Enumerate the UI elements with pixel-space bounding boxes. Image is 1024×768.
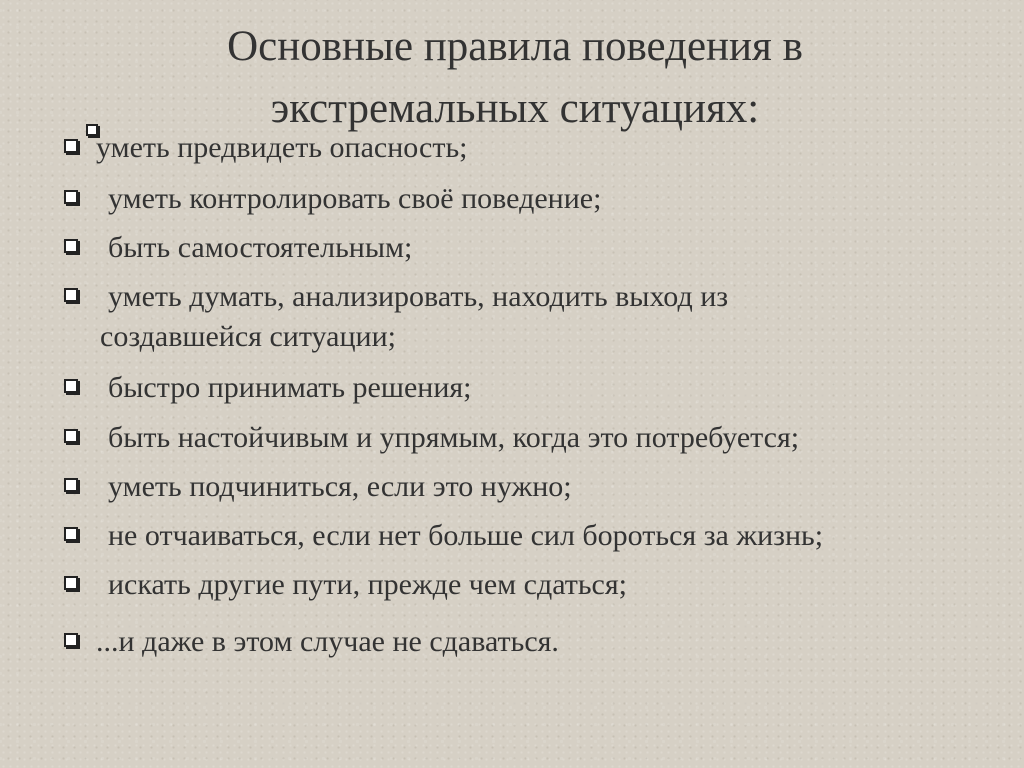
rule-text-6: быть настойчивым и упрямым, когда это потребуется;: [108, 421, 800, 454]
checkbox-bullet-icon: [64, 139, 78, 153]
checkbox-bullet-icon: [64, 576, 78, 590]
rule-text-4: уметь думать, анализировать, находить выход из: [108, 280, 729, 313]
rule-text-5: быстро принимать решения;: [108, 371, 472, 404]
checkbox-bullet-icon: [64, 429, 78, 443]
rule-text-8: не отчаиваться, если нет больше сил бороться за жизнь;: [108, 519, 824, 552]
checkbox-bullet-icon: [64, 527, 78, 541]
checkbox-bullet-icon: [64, 239, 78, 253]
rule-text-4-continued: создавшейся ситуации;: [100, 320, 396, 353]
checkbox-bullet-icon: [64, 190, 78, 204]
checkbox-bullet-icon: [64, 379, 78, 393]
rule-text-7: уметь подчиниться, если это нужно;: [108, 470, 572, 503]
title-line-2: экстремальных ситуациях:: [270, 85, 760, 132]
checkbox-bullet-icon: [64, 478, 78, 492]
rule-text-1: уметь предвидеть опасность;: [96, 131, 468, 164]
rule-text-3: быть самостоятельным;: [108, 231, 413, 264]
rule-text-9: искать другие пути, прежде чем сдаться;: [108, 568, 628, 601]
checkbox-bullet-icon: [64, 633, 78, 647]
rule-text-2: уметь контролировать своё поведение;: [108, 182, 602, 215]
rule-text-10: ...и даже в этом случае не сдаваться.: [96, 625, 559, 658]
checkbox-bullet-icon: [64, 288, 78, 302]
slide-title: [100, 16, 930, 140]
title-line-1: Основные правила поведения в: [227, 23, 803, 70]
